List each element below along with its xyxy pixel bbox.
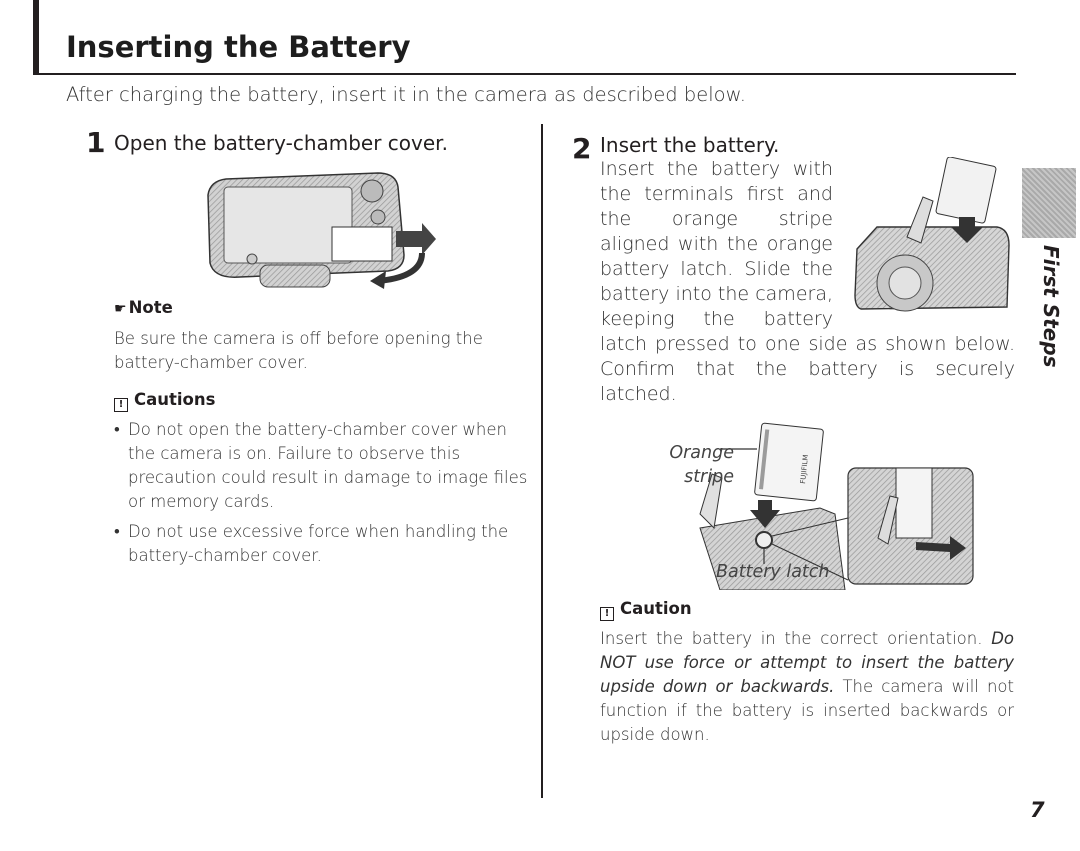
step-2-body: Insert the battery with the terminals first and the orange stripe aligned with the orange battery latch. Slide the battery into the camera, keeping the battery latch pressed to one side as shown below. Confirm that the battery is securely latched. [600, 158, 1015, 405]
note-heading: ☛ Note [114, 298, 173, 317]
section-tab-label: First Steps [1039, 245, 1063, 368]
camera-cover-illustration [200, 165, 450, 293]
title-rule [33, 73, 1016, 75]
section-tab-marker [1022, 168, 1076, 238]
column-divider [541, 124, 543, 798]
step-number-1: 1 [86, 126, 106, 159]
battery-insertion-illustration [847, 157, 1015, 317]
page-title: Inserting the Battery [66, 30, 411, 64]
step-number-2: 2 [572, 132, 592, 165]
battery-brand-text: FUJIFILM [799, 454, 811, 485]
orange-stripe-label: Orange stripe [669, 443, 734, 487]
caution-item-1: • Do not open the battery-chamber cover when the camera is on. Failure to observe this precaution could result in damage to image files or memory cards. [114, 420, 528, 511]
note-text: Be sure the camera is off before opening the battery-chamber cover. [114, 329, 483, 372]
bullet-icon: • [114, 522, 120, 541]
title-accent-bar [33, 0, 39, 75]
step-1-heading: Open the battery-chamber cover. [114, 131, 448, 155]
caution-icon: ! [114, 398, 128, 412]
caution-text: Insert the battery in the correct orientation. Do NOT use force or attempt to insert the battery upside down or backwards. The camera will not function if the battery is inserted backwards or upside down. [600, 629, 1014, 744]
step-2-heading: Insert the battery. [600, 133, 780, 157]
battery-latch-label: Battery latch [716, 562, 830, 582]
page-number: 7 [1030, 798, 1045, 822]
cautions-heading: ! Cautions [114, 390, 215, 412]
pointing-hand-icon: ☛ [114, 301, 127, 317]
caution-item-2: • Do not use excessive force when handling the battery-chamber cover. [114, 522, 509, 565]
intro-text: After charging the battery, insert it in the camera as described below. [66, 83, 746, 106]
bullet-icon: • [114, 420, 120, 439]
caution-icon: ! [600, 607, 614, 621]
caution-heading: ! Caution [600, 599, 692, 621]
